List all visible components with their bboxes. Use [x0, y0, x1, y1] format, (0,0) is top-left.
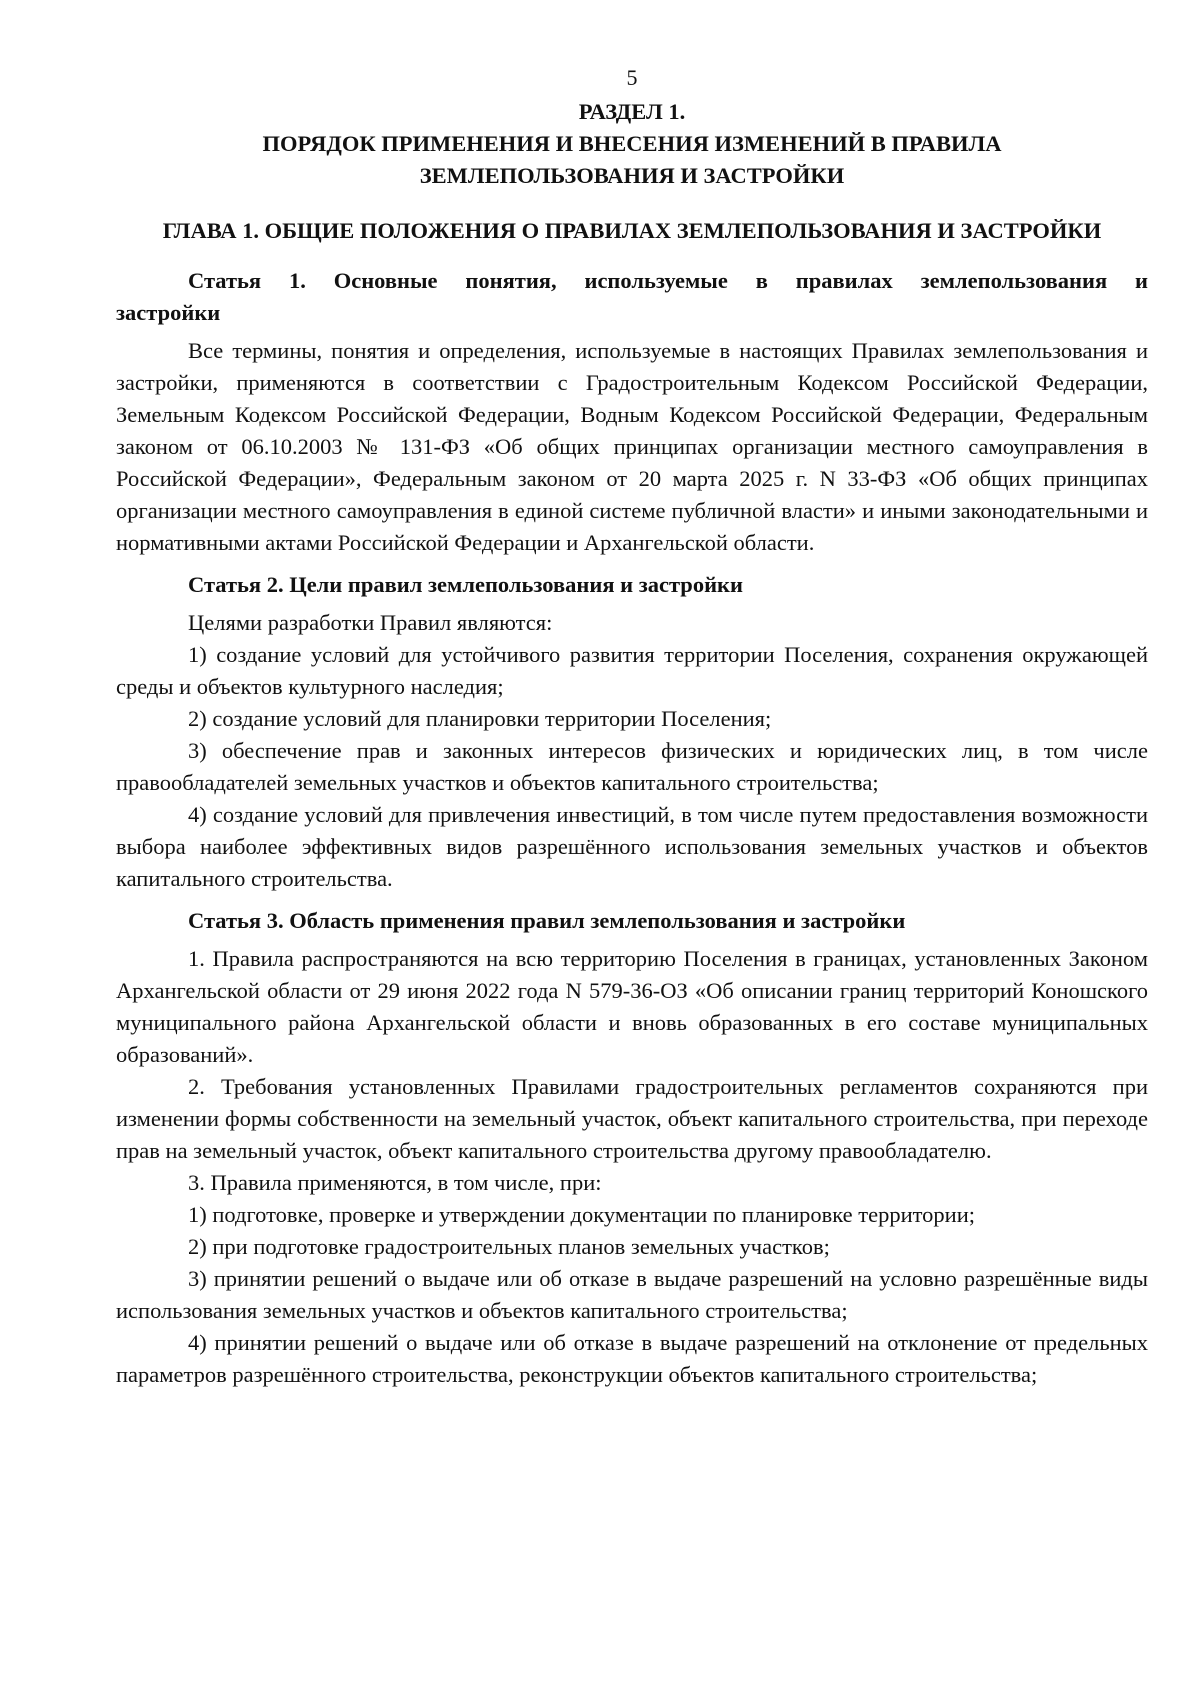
- section-heading: [116, 96, 1148, 192]
- chapter-title: ГЛАВА 1. ОБЩИЕ ПОЛОЖЕНИЯ О ПРАВИЛАХ ЗЕМЛЕПОЛЬЗОВАНИЯ И ЗАСТРОЙКИ: [162, 218, 1102, 243]
- article-2-paragraph-2: 1) создание условий для устойчивого развития территории Поселения, сохранения окружающей среды и объектов культурного наследия;: [116, 642, 1148, 699]
- article-2-paragraph-3: 2) создание условий для планировки территории Поселения;: [188, 706, 772, 731]
- article-2-paragraph-5: 4) создание условий для привлечения инвестиций, в том числе путем предоставления возможности выбора наиболее эффективных видов разрешённого использования земельных участков и объектов капитального строительства.: [116, 802, 1148, 891]
- article-3-paragraph-5: 2) при подготовке градостроительных планов земельных участков;: [188, 1234, 830, 1259]
- article-2-paragraph-1: Целями разработки Правил являются:: [188, 610, 553, 635]
- article-3-paragraph-4: 1) подготовке, проверке и утверждении документации по планировке территории;: [188, 1202, 976, 1227]
- article-3-paragraph-7: 4) принятии решений о выдаче или об отказе в выдаче разрешений на отклонение от предельных параметров разрешённого строительства, реконструкции объектов капитального строительства;: [116, 1330, 1148, 1387]
- section-number: РАЗДЕЛ 1.: [578, 99, 686, 124]
- article-3-paragraph-6: 3) принятии решений о выдаче или об отказе в выдаче разрешений на условно разрешённые виды использования земельных участков и объектов капитального строительства;: [116, 1266, 1148, 1323]
- document-page: [116, 62, 1148, 1391]
- article-3-paragraph-3: 3. Правила применяются, в том числе, при:: [188, 1170, 602, 1195]
- section-title-line-1: ПОРЯДОК ПРИМЕНЕНИЯ И ВНЕСЕНИЯ ИЗМЕНЕНИЙ В ПРАВИЛА: [262, 131, 1002, 156]
- article-3-title: Статья 3. Область применения правил землепользования и застройки: [188, 908, 906, 933]
- section-title-line-2: ЗЕМЛЕПОЛЬЗОВАНИЯ И ЗАСТРОЙКИ: [419, 163, 845, 188]
- article-1-title: Статья 1. Основные понятия, используемые в правилах землепользования и застройки: [116, 268, 1148, 325]
- article-3-paragraph-1: 1. Правила распространяются на всю территорию Поселения в границах, установленных Законом Архангельской области от 29 июня 2022 года N 579-36-ОЗ «Об описании границ территорий Коношского муниципального района Архангельской области и вновь образованных в его составе муниципальных образований».: [116, 946, 1148, 1067]
- article-2-paragraph-4: 3) обеспечение прав и законных интересов физических и юридических лиц, в том числе правообладателей земельных участков и объектов капитального строительства;: [116, 738, 1148, 795]
- article-2-title: Статья 2. Цели правил землепользования и застройки: [188, 572, 743, 597]
- page-number: 5: [626, 65, 638, 90]
- article-1-paragraph-1: Все термины, понятия и определения, используемые в настоящих Правилах землепользования и застройки, применяются в соответствии с Градостроительным Кодексом Российской Федерации, Земельным Кодексом Российской Федерации, Водным Кодексом Российской Федерации, Федеральным законом от 06.10.2003 № 131-ФЗ «Об общих принципах организации местного самоуправления в Российской Федерации», Федеральным законом от 20 марта 2025 г. N 33-ФЗ «Об общих принципах организации местного самоуправления в единой системе публичной власти» и иными законодательными и нормативными актами Российской Федерации и Архангельской области.: [116, 338, 1148, 555]
- article-3-paragraph-2: 2. Требования установленных Правилами градостроительных регламентов сохраняются при изменении формы собственности на земельный участок, объект капитального строительства, при переходе прав на земельный участок, объект капитального строительства другому правообладателю.: [116, 1074, 1148, 1163]
